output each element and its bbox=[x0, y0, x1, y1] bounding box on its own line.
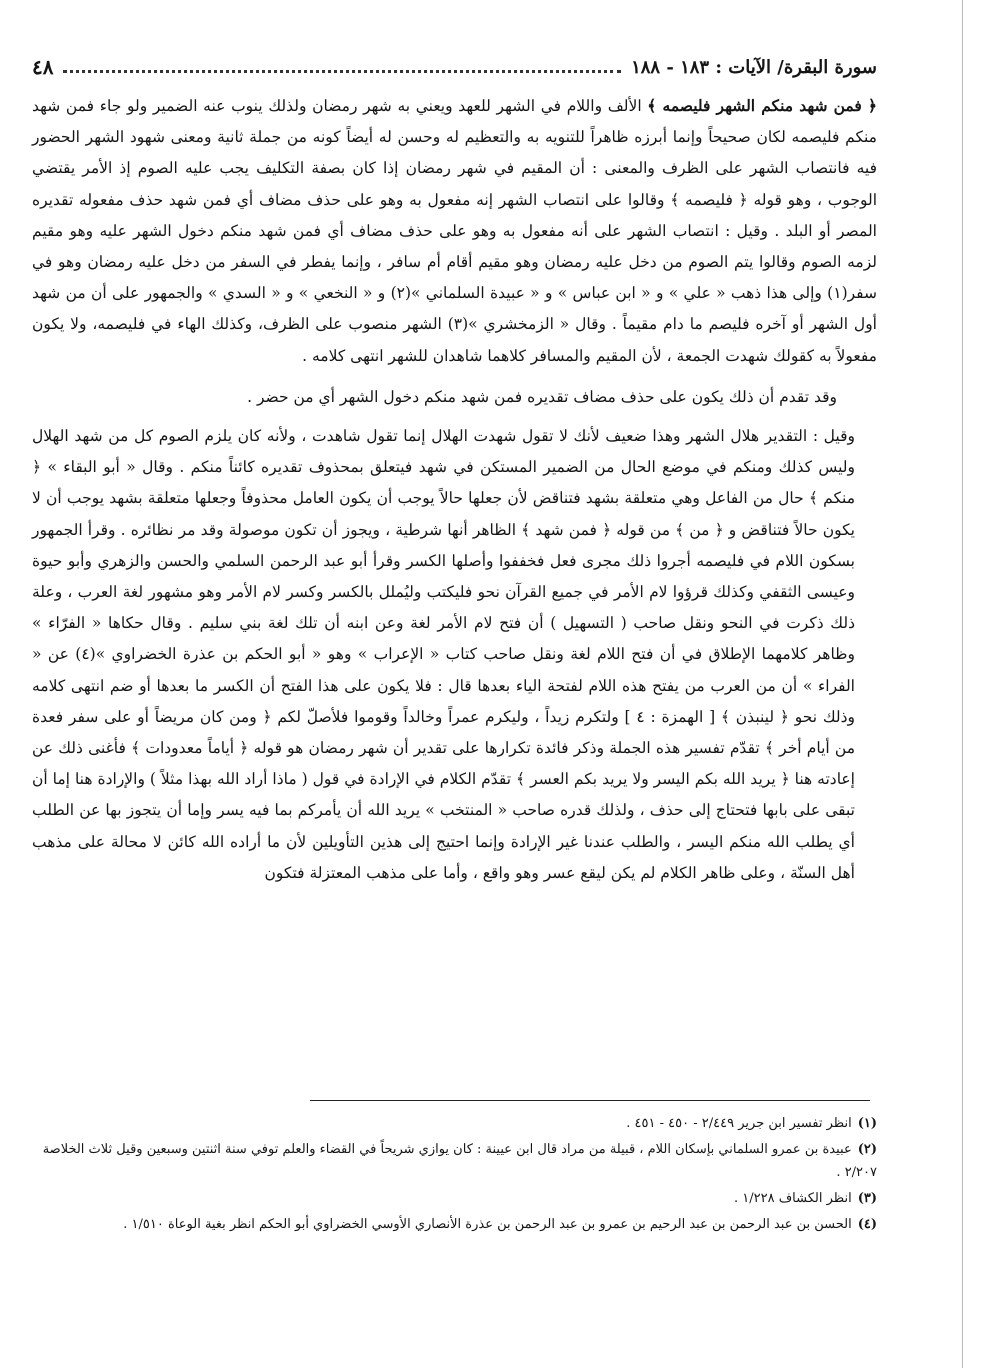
page-content bbox=[32, 52, 877, 889]
page-number: ٤٨ bbox=[32, 55, 54, 79]
paragraph-2: وقد تقدم أن ذلك يكون على حذف مضاف تقديره فمن شهد منكم دخول الشهر أي من حضر . bbox=[247, 387, 837, 406]
paragraph-3: وقيل : التقدير هلال الشهر وهذا ضعيف لأنك لا تقول شهدت الهلال إنما تقول شاهدت ، ولأنه كان يلزم الصوم كل من شهد الهلال وليس كذلك ومنكم في موضع الحال من الضمير المستكن في شهد فيتعلق بمحذوف تقديره كائناً منكم . وقال « أبو البقاء » ﴿ منكم ﴾ حال من الفاعل وهي متعلقة بشهد فتناقض لأن جعلها حالاً يوجب أن يكون العامل محذوفاً وجعلها متعلقة بشهد يوجب أن لا يكون حالاً فتناقض و ﴿ من ﴾ من قوله ﴿ فمن شهد ﴾ الظاهر أنها شرطية ، ويجوز أن تكون موصولة وقد مر نظائره . وقرأ الجمهور بسكون اللام في فليصمه أجروا ذلك مجرى فعل فخففوا وأصلها الكسر وقرأ أبو عبد الرحمن السلمي والحسن والزهري وأبو حيوة وعيسى الثقفي وكذلك قرؤوا لام الأمر في جميع القرآن نحو فليكتب وليُملل بالكسر وكسر لام الأمر وهو مشهور لغة العرب ، وعلة ذلك ذكرت في النحو ونقل صاحب ( التسهيل ) أن فتح لام الأمر لغة وعن ابنه أن تلك لغة بني سليم . وقال حكاها « الفرّاء » وظاهر كلامهما الإطلاق في أن فتح اللام لغة ونقل صاحب كتاب « الإعراب » وهو « أبو الحكم بن عذرة الخضراوي »(٤) عن « الفراء » أن من العرب من يفتح هذه اللام لفتحة الياء بعدها قال : فلا يكون على هذا الفتح أن الكسر ما بعدها أو ضم انتهى كلامه وذلك نحو ﴿ لينبذن ﴾ [ الهمزة : ٤ ] ولتكرم زيداً ، وليكرم عمراً وخالداً وقوموا فلأصلّ لكم ﴿ ومن كان مريضاً أو على سفر فعدة من أيام أخر ﴾ تقدّم تفسير هذه الجملة وذكر فائدة تكرارها على تقدير أن شهر رمضان هو قوله ﴿ أياماً معدودات ﴾ فأغنى ذلك عن إعادته هنا ﴿ يريد الله بكم اليسر ولا يريد بكم العسر ﴾ تقدّم الكلام في الإرادة في قول ( ماذا أراد الله بهذا مثلاً ) والإرادة هنا إما أن تبقى على بابها فتحتاج إلى حذف ، ولذلك قدره صاحب « المنتخب » يريد الله أن يأمركم بما فيه يسر وإما أن يتجوز بها عن الطلب أي يطلب الله منكم اليسر ، والطلب عندنا غير الإرادة وإنما احتيج إلى هذين التأويلين لأن ما أراده الله كائن لا محالة على مذهب أهل السنّة ، وعلى ظاهر الكلام لم يكن ليقع عسر وهو واقع ، وأما على مذهب المعتزلة فتكون bbox=[32, 427, 855, 882]
footnote-text: انظر تفسير ابن جرير ٢/٤٤٩ - ٤٥٠ - ٤٥١ . bbox=[626, 1116, 852, 1131]
quran-quote: ﴿ فمن شهد منكم الشهر فليصمه ﴾ bbox=[647, 96, 877, 115]
footnote-number: (٢) bbox=[857, 1142, 877, 1157]
page-header bbox=[32, 52, 877, 82]
footnote-2 bbox=[32, 1138, 877, 1184]
footnote-1 bbox=[32, 1112, 877, 1135]
paragraph-1 bbox=[32, 90, 877, 372]
footnote-text: الحسن بن عبد الرحمن بن عبد الرحيم بن عمرو بن عبد الرحمن بن عذرة الأنصاري الأوسي الخضراوي أبو الحكم انظر بغية الوعاة ١/٥١٠ . bbox=[123, 1217, 852, 1232]
page-edge bbox=[962, 0, 963, 1368]
paragraph-1-text: الألف واللام في الشهر للعهد ويعني به شهر رمضان ولذلك ينوب عنه الضمير ولو جاء فمن شهد منكم فليصمه لكان صحيحاً وإنما أبرزه ظاهراً للتنويه به والتعظيم له وحسن له أيضاً كونه من جملة ثانية ومعنى شهود الشهر الحضور فيه فانتصاب الشهر على الظرف والمعنى : أن المقيم في شهر رمضان إذا كان بصفة التكليف يجب عليه الصوم إذ الأمر يقتضي الوجوب ، وهو قوله ﴿ فليصمه ﴾ وقالوا على انتصاب الشهر إنه مفعول به وهو على حذف مضاف أي فمن شهد حذف مفعوله تقديره المصر أو البلد . وقيل : انتصاب الشهر على أنه مفعول به وهو على حذف مضاف أي فمن شهد منكم دخول الشهر عليه وهو مقيم لزمه الصوم وقالوا يتم الصوم من دخل عليه رمضان وهو مقيم أقام أم سافر ، وإنما يفطر في السفر من دخل عليه رمضان وهو في سفر(١) وإلى هذا ذهب « علي » و « ابن عباس » و « عبيدة السلماني »(٢) و « النخعي » و « السدي » والجمهور على أن من شهد أول الشهر أو آخره فليصم ما دام مقيماً . وقال « الزمخشري »(٣) الشهر منصوب على الظرف، وكذلك الهاء في فليصمه، ولا يكون مفعولاً به كقولك شهدت الجمعة ، لأن المقيم والمسافر كلاهما شاهدان للشهر انتهى كلامه . bbox=[32, 97, 877, 365]
footnote-number: (٣) bbox=[857, 1191, 877, 1206]
running-title: سورة البقرة/ الآيات : ١٨٣ - ١٨٨ bbox=[631, 56, 877, 78]
footnote-number: (١) bbox=[857, 1116, 877, 1131]
footnote-number: (٤) bbox=[857, 1217, 877, 1232]
footnote-separator bbox=[310, 1100, 870, 1101]
footnote-4 bbox=[32, 1213, 877, 1236]
header-dot-leader bbox=[63, 70, 621, 73]
footnote-text: انظر الكشاف ١/٢٢٨ . bbox=[734, 1191, 852, 1206]
footnote-text: عبيدة بن عمرو السلماني بإسكان اللام ، قبيلة من مراد قال ابن عيينة : كان يوازي شريحاً في القضاء والعلم توفي سنة اثنتين وسبعين وقيل ثلاث الخلاصة ٢/٢٠٧ . bbox=[42, 1142, 877, 1180]
footnotes bbox=[32, 1112, 877, 1239]
footnote-3 bbox=[32, 1187, 877, 1210]
